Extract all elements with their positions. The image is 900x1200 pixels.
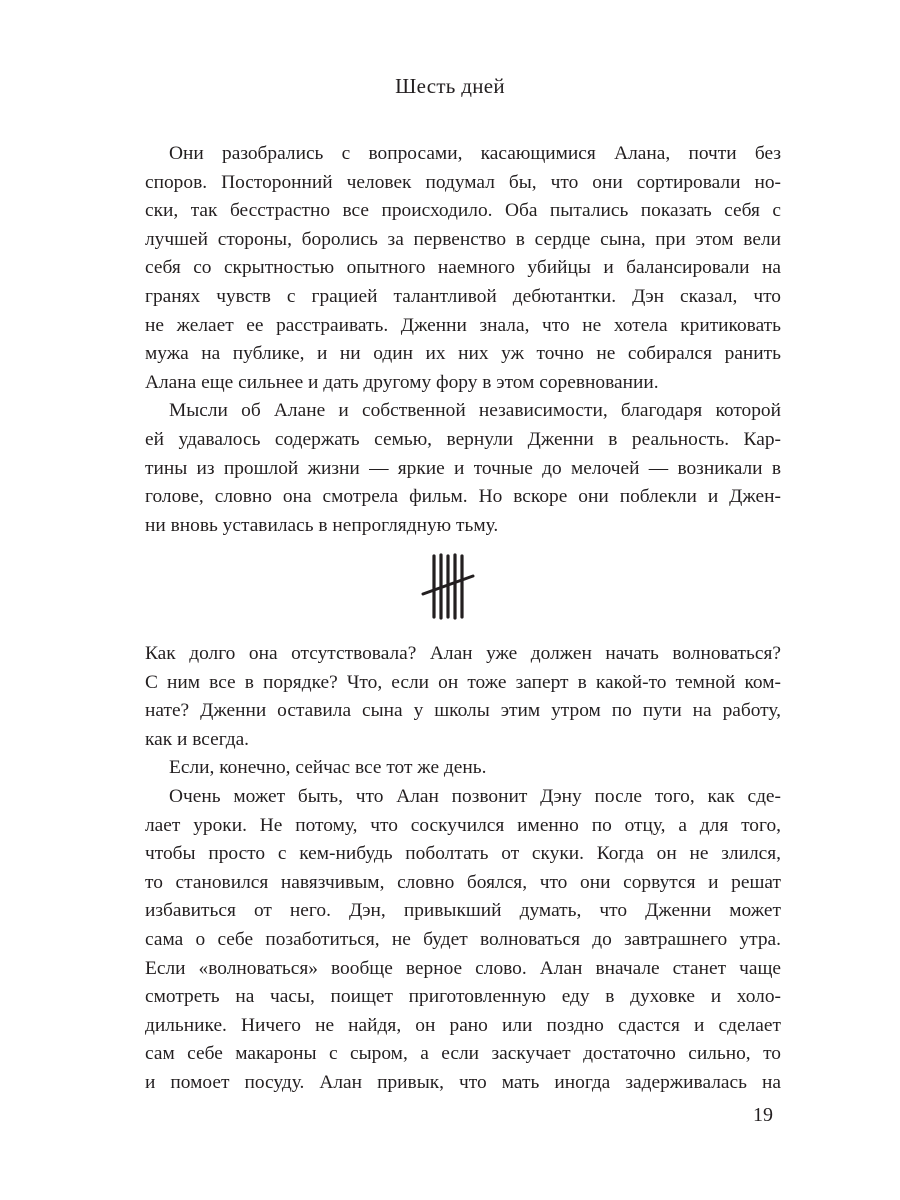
running-head: Шесть дней: [395, 74, 505, 98]
text-line: С ним все в порядке? Что, если он тоже заперт в какой-то темной ком-: [145, 671, 781, 693]
text-line: сам себе макароны с сыром, а если заскучает достаточно сильно, то: [145, 1043, 781, 1065]
text-line: мужа на публике, и ни один их них уж точно не собирался ранить: [145, 343, 781, 365]
text-line: сама о себе позаботиться, не будет волноваться до завтрашнего утра.: [145, 928, 781, 950]
text-line: споров. Посторонний человек подумал бы, что они сортировали но-: [145, 171, 781, 193]
text-line: ей удавалось содержать семью, вернули Дженни в реальность. Кар-: [145, 428, 781, 450]
text-line: лает уроки. Не потому, что соскучился именно по отцу, а для того,: [145, 814, 781, 836]
text-line: дильнике. Ничего не найдя, он рано или поздно сдастся и сделает: [145, 1014, 781, 1036]
paragraph: [145, 640, 781, 754]
text-line: гранях чувств с грацией талантливой дебютантки. Дэн сказал, что: [145, 285, 781, 307]
text-line: лучшей стороны, боролись за первенство в сердце сына, при этом вели: [145, 228, 781, 250]
text-line: Они разобрались с вопросами, касающимися Алана, почти без: [169, 143, 781, 164]
text-line: Если, конечно, сейчас все тот же день.: [169, 757, 487, 779]
text-line: нате? Дженни оставила сына у школы этим утром по пути на работу,: [145, 700, 781, 722]
text-section-1: [145, 140, 781, 540]
text-section-2: [145, 640, 781, 1098]
text-line: чтобы просто с кем-нибудь поболтать от скуки. Когда он не злился,: [145, 843, 781, 865]
text-line: ни вновь уставилась в непроглядную тьму.: [145, 514, 499, 536]
text-line: Алана еще сильнее и дать другому фору в этом соревновании.: [145, 371, 659, 393]
paragraph: [145, 783, 781, 1098]
tally-five-icon: [420, 550, 490, 625]
text-line: Очень может быть, что Алан позвонит Дэну после того, как сде-: [169, 785, 781, 807]
text-line: то становился навязчивым, словно боялся, что они сорвутся и решат: [145, 871, 781, 893]
text-line: избавиться от него. Дэн, привыкший думать, что Дженни может: [145, 900, 781, 922]
text-line: и помоет посуду. Алан привык, что мать иногда задерживалась на: [145, 1071, 781, 1093]
paragraph: [145, 397, 781, 540]
paragraph: [145, 140, 781, 397]
text-line: тины из прошлой жизни — яркие и точные до мелочей — возникали в: [145, 457, 781, 479]
text-line: Если «волноваться» вообще верное слово. Алан вначале станет чаще: [145, 957, 781, 979]
paragraph: [145, 754, 781, 783]
text-line: себя со скрытностью опытного наемного убийцы и балансировали на: [145, 257, 781, 279]
text-line: смотреть на часы, поищет приготовленную еду в духовке и холо-: [145, 986, 781, 1008]
text-line: не желает ее расстраивать. Дженни знала, что не хотела критиковать: [145, 314, 781, 336]
text-line: как и всегда.: [145, 728, 250, 750]
text-line: ски, так бесстрастно все происходило. Оба пытались показать себя с: [145, 200, 781, 222]
page-number: 19: [753, 1104, 773, 1126]
text-line: Мысли об Алане и собственной независимости, благодаря которой: [169, 400, 781, 422]
text-line: Как долго она отсутствовала? Алан уже должен начать волноваться?: [145, 643, 781, 664]
text-line: голове, словно она смотрела фильм. Но вскоре они поблекли и Джен-: [145, 486, 781, 508]
